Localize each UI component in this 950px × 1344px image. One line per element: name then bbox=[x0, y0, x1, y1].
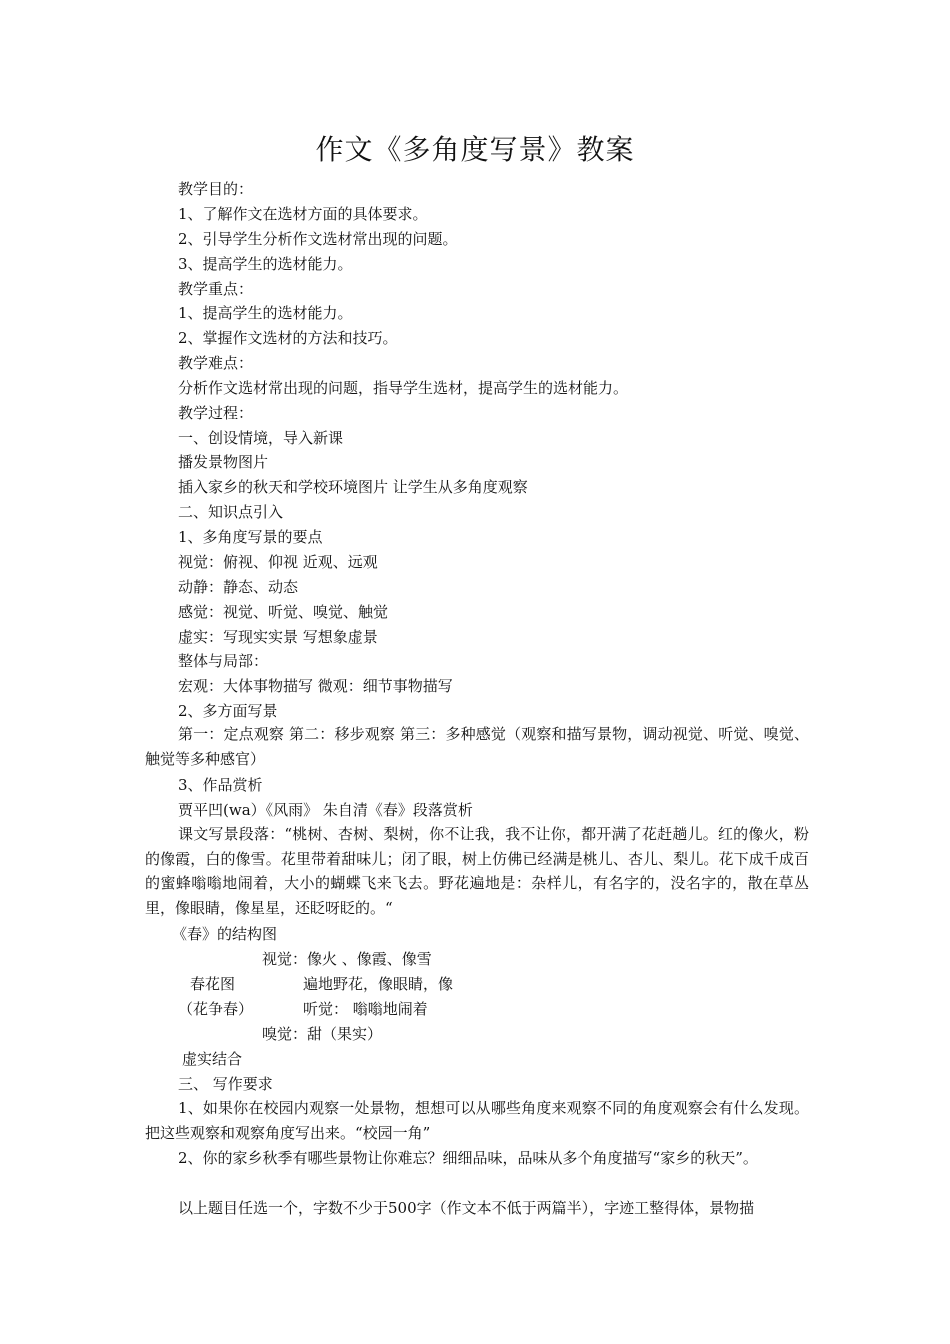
difficulty-text: 分析作文选材常出现的问题，指导学生选材，提高学生的选材能力。 bbox=[178, 379, 629, 397]
difficulty-heading: 教学难点： bbox=[178, 354, 254, 372]
page-title: 作文《多角度写景》教案 bbox=[315, 133, 635, 166]
angle-item: 感觉：视觉、听觉、嗅觉、触觉 bbox=[178, 603, 389, 621]
structure-alias: （花争春） bbox=[178, 1000, 254, 1018]
excerpt-paragraph: 课文写景段落：“桃树、杏树、梨树，你不让我，我不让你，都开满了花赶趟儿。红的像火，粉的像霞，白的像雪。花里带着甜味儿；闭了眼，树上仿佛已经满是桃儿、杏儿、梨儿。花下成千成百的蜜蜂嗡嗡地闹着，大小的蝴蝶飞来飞去。野花遍地是：杂样儿，有名字的，没名字的，散在草丛里，像眼睛，像星星，还眨呀眨的。“ bbox=[145, 825, 809, 917]
angle-item: 动静：静态、动态 bbox=[178, 578, 299, 596]
structure-name: 春花图 bbox=[190, 975, 236, 993]
multi-aspect-text: 第一：定点观察 第二：移步观察 第三：多种感觉（观察和描写景物，调动视觉、听觉、嗅觉、触觉等多种感官） bbox=[145, 725, 809, 768]
section2-sub3: 3、作品赏析 bbox=[178, 776, 263, 794]
process-heading: 教学过程： bbox=[178, 404, 254, 422]
combine-line: 虚实结合 bbox=[182, 1050, 243, 1068]
structure-wild: 遍地野花，像眼睛，像 bbox=[303, 975, 454, 993]
angle-item: 视觉：俯视、仰视 近观、远观 bbox=[178, 553, 378, 571]
angle-item: 整体与局部： bbox=[178, 652, 269, 670]
goal-item: 3、提高学生的选材能力。 bbox=[178, 255, 353, 273]
structure-smell: 嗅觉：甜（果实） bbox=[262, 1025, 383, 1043]
section1-line: 插入家乡的秋天和学校环境图片 让学生从多角度观察 bbox=[178, 478, 528, 496]
requirement-1: 1、如果你在校园内观察一处景物，想想可以从哪些角度来观察不同的角度观察会有什么发现。把这些观察和观察角度写出来。“校园一角” bbox=[145, 1099, 809, 1142]
key-item: 1、提高学生的选材能力。 bbox=[178, 304, 353, 322]
works-line: 贾平凹(wa）《风雨》 朱自清《春》段落赏析 bbox=[178, 801, 473, 819]
structure-heading: 《春》的结构图 bbox=[172, 925, 278, 943]
key-item: 2、掌握作文选材的方法和技巧。 bbox=[178, 329, 398, 347]
section1-heading: 一、创设情境，导入新课 bbox=[178, 429, 344, 447]
goals-heading: 教学目的： bbox=[178, 180, 254, 198]
structure-visual: 视觉：像火 、像霞、像雪 bbox=[262, 950, 432, 968]
angle-item: 虚实：写现实实景 写想象虚景 bbox=[178, 628, 378, 646]
section2-sub2: 2、多方面写景 bbox=[178, 702, 278, 720]
requirement-2: 2、你的家乡秋季有哪些景物让你难忘？细细品味，品味从多个角度描写“家乡的秋天”。 bbox=[178, 1149, 758, 1167]
angle-item: 宏观：大体事物描写 微观：细节事物描写 bbox=[178, 677, 453, 695]
goal-item: 2、引导学生分析作文选材常出现的问题。 bbox=[178, 230, 458, 248]
requirement-3: 以上题目任选一个，字数不少于500字（作文本不低于两篇半），字迹工整得体，景物描 bbox=[178, 1199, 755, 1217]
structure-hearing: 听觉： 嗡嗡地闹着 bbox=[303, 1000, 428, 1018]
section1-line: 播发景物图片 bbox=[178, 453, 269, 471]
goal-item: 1、了解作文在选材方面的具体要求。 bbox=[178, 205, 428, 223]
key-heading: 教学重点： bbox=[178, 280, 254, 298]
section2-heading: 二、知识点引入 bbox=[178, 503, 284, 521]
section3-heading: 三、 写作要求 bbox=[178, 1075, 273, 1093]
section2-sub1: 1、多角度写景的要点 bbox=[178, 528, 323, 546]
